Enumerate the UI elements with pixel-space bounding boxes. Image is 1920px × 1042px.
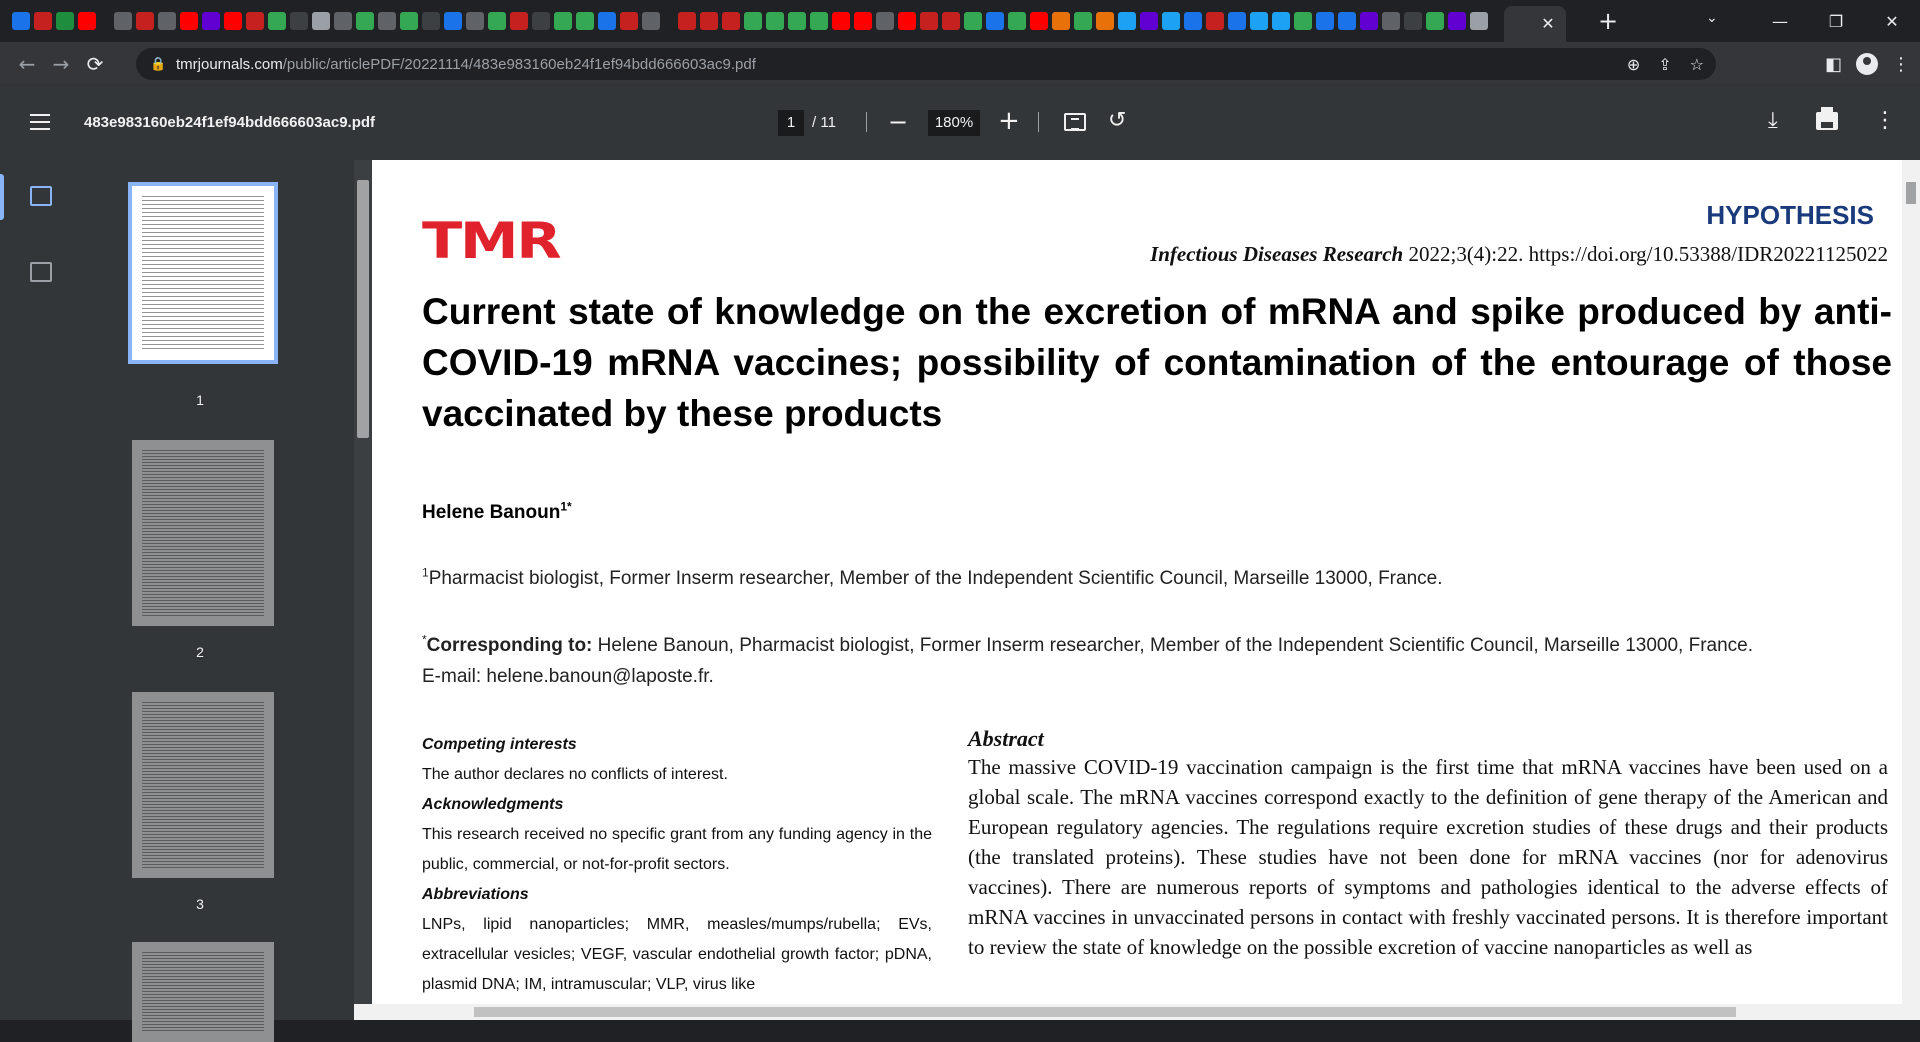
tab-favicon[interactable]	[854, 12, 872, 30]
journal-name: Infectious Diseases Research	[1150, 242, 1404, 266]
more-actions-icon[interactable]: ⋮	[1874, 108, 1896, 133]
tab-favicon[interactable]	[56, 12, 74, 30]
tab-favicon[interactable]	[180, 12, 198, 30]
scrollbar-thumb[interactable]	[474, 1007, 1736, 1017]
tab-favicon[interactable]	[1052, 12, 1070, 30]
sidebar-scrollbar[interactable]	[354, 160, 372, 1004]
tab-favicon[interactable]	[1382, 12, 1400, 30]
tab-favicon[interactable]	[642, 12, 660, 30]
acknowledgments-text: This research received no specific grant from any funding agency in the public, commercial, or not-for-profit sectors.	[422, 826, 932, 873]
close-tab-icon[interactable]: ✕	[1541, 16, 1555, 33]
minimize-icon[interactable]: —	[1772, 11, 1788, 31]
tab-favicon[interactable]	[12, 12, 30, 30]
page-vertical-scrollbar[interactable]	[1902, 160, 1920, 1004]
url-domain: tmrjournals.com	[176, 55, 283, 73]
close-window-icon[interactable]: ✕	[1885, 11, 1899, 31]
lock-icon[interactable]: 🔒	[150, 56, 167, 72]
tab-favicon[interactable]	[114, 12, 132, 30]
tab-favicon[interactable]	[224, 12, 242, 30]
front-matter-column	[422, 730, 932, 1000]
tab-favicon[interactable]	[34, 12, 52, 30]
forward-icon[interactable]: →	[52, 52, 70, 76]
tab-favicon[interactable]	[290, 12, 308, 30]
thumbnail-text-lines	[142, 702, 264, 868]
tab-favicon[interactable]	[832, 12, 850, 30]
tab-favicon[interactable]	[678, 12, 696, 30]
corresponding-author	[422, 630, 1872, 692]
sidebar-rail	[0, 160, 84, 1020]
tab-favicon[interactable]	[986, 12, 1004, 30]
fit-to-page-icon[interactable]	[1064, 113, 1086, 131]
menu-icon[interactable]	[30, 114, 50, 130]
author-superscript: 1*	[560, 499, 572, 514]
affiliation-superscript: 1	[422, 565, 429, 580]
tab-favicon[interactable]	[400, 12, 418, 30]
tab-favicons	[0, 0, 1490, 42]
tab-favicon[interactable]	[920, 12, 938, 30]
toolbar-right	[1825, 42, 1910, 86]
page-thumbnail[interactable]	[132, 942, 274, 1042]
journal-logo: TMR	[422, 212, 560, 270]
tab-favicon[interactable]	[1184, 12, 1202, 30]
page-thumbnail[interactable]	[132, 692, 274, 878]
tab-favicon[interactable]	[202, 12, 220, 30]
author-name: Helene Banoun	[422, 502, 561, 523]
tab-favicon[interactable]	[1162, 12, 1180, 30]
tab-favicon[interactable]	[1404, 12, 1422, 30]
abbreviations-text: LNPs, lipid nanoparticles; MMR, measles/mumps/rubella; EVs, extracellular vesicles; VEGF, vascular endothelial growth factor; pDNA, plasmid DNA; IM, intramuscular; VLP, virus like	[422, 916, 932, 993]
competing-text: The author declares no conflicts of interest.	[422, 766, 728, 783]
tab-favicon[interactable]	[532, 12, 550, 30]
tab-favicon[interactable]	[1228, 12, 1246, 30]
thumbnail-text-lines	[142, 450, 264, 616]
affiliation	[422, 565, 1443, 590]
tab-favicon[interactable]	[1272, 12, 1290, 30]
share-icon[interactable]: ⇪	[1658, 54, 1672, 74]
tab-favicon[interactable]	[554, 12, 572, 30]
side-panel-icon[interactable]: ◧	[1824, 53, 1842, 75]
abbreviations-heading: Abbreviations	[422, 886, 529, 903]
tab-favicon[interactable]	[1426, 12, 1444, 30]
scrollbar-thumb[interactable]	[357, 180, 369, 438]
outline-view-icon[interactable]	[30, 262, 52, 282]
tab-favicon[interactable]	[810, 12, 828, 30]
toolbar-divider	[866, 112, 867, 132]
tab-favicon[interactable]	[1096, 12, 1114, 30]
tab-favicon[interactable]	[158, 12, 176, 30]
page-thumbnail[interactable]	[132, 440, 274, 626]
new-tab-button[interactable]: +	[1598, 7, 1619, 35]
tab-favicon[interactable]	[1316, 12, 1334, 30]
author	[422, 499, 572, 524]
tab-favicon[interactable]	[1250, 12, 1268, 30]
active-tab[interactable]	[1504, 6, 1566, 42]
tab-favicon[interactable]	[466, 12, 484, 30]
abstract-heading: Abstract	[968, 726, 1044, 751]
tab-favicon[interactable]	[78, 12, 96, 30]
tab-favicon[interactable]	[766, 12, 784, 30]
download-icon[interactable]: ⤓	[1768, 108, 1778, 133]
tab-favicon[interactable]	[1030, 12, 1048, 30]
tab-favicon[interactable]	[1360, 12, 1378, 30]
chrome-menu-icon[interactable]: ⋮	[1892, 53, 1910, 75]
address-bar[interactable]	[136, 48, 1716, 80]
tab-favicon[interactable]	[620, 12, 638, 30]
scrollbar-thumb[interactable]	[1906, 182, 1916, 204]
back-icon[interactable]: ←	[18, 52, 36, 76]
zoom-input[interactable]: 180%	[928, 110, 980, 136]
tab-search-chevron-icon[interactable]: ⌄	[1706, 10, 1718, 26]
citation	[1150, 242, 1888, 267]
thumbnail-label: 3	[196, 896, 204, 912]
rotate-icon[interactable]: ↺	[1108, 108, 1127, 133]
tab-favicon[interactable]	[312, 12, 330, 30]
tab-favicon[interactable]	[700, 12, 718, 30]
tab-favicon[interactable]	[378, 12, 396, 30]
active-indicator	[0, 174, 4, 220]
corr-superscript: *	[422, 632, 427, 647]
browser-toolbar	[0, 42, 1920, 86]
print-icon[interactable]	[1816, 112, 1838, 130]
tab-favicon[interactable]	[1008, 12, 1026, 30]
tab-favicon[interactable]	[268, 12, 286, 30]
tab-favicon[interactable]	[788, 12, 806, 30]
corr-label: Corresponding to:	[426, 635, 593, 656]
url-path: /public/articlePDF/20221114/483e983160eb24f1ef94bdd666603ac9.pdf	[282, 55, 756, 73]
tab-favicon[interactable]	[1206, 12, 1224, 30]
tab-favicon[interactable]	[598, 12, 616, 30]
thumbnails-view-icon[interactable]	[30, 186, 52, 206]
tab-favicon[interactable]	[744, 12, 762, 30]
horizontal-scrollbar[interactable]	[354, 1004, 1920, 1020]
tab-favicon[interactable]	[1338, 12, 1356, 30]
profile-avatar[interactable]	[1856, 53, 1878, 75]
citation-details: 2022;3(4):22. https://doi.org/10.53388/IDR20221125022	[1403, 242, 1888, 266]
abstract-text: The massive COVID-19 vaccination campaign is the first time that mRNA vaccines have been used on a global scale. The mRNA vaccines correspond exactly to the definition of gene therapy of the American and European regulatory agencies. The regulations require excretion studies of these drugs and their products (the translated proteins). These studies have not been done for mRNA vaccines (nor for adenovirus vaccines). There are numerous reports of symptoms and pathologies identical to the adverse effects of mRNA vaccines in unvaccinated persons in contact with freshly vaccinated persons. It is therefore important to review the state of knowledge on the possible excretion of vaccine nanoparticles as well as	[968, 755, 1888, 959]
window-controls	[1752, 0, 1920, 42]
tab-favicon[interactable]	[1470, 12, 1488, 30]
email: E-mail: helene.banoun@laposte.fr.	[422, 666, 714, 687]
tab-favicon[interactable]	[1140, 12, 1158, 30]
thumbnail-sidebar	[0, 160, 354, 1020]
thumbnail-label: 2	[196, 644, 204, 660]
competing-heading: Competing interests	[422, 736, 577, 753]
page-thumbnail[interactable]	[132, 186, 274, 360]
tab-favicon[interactable]	[942, 12, 960, 30]
page-total: / 11	[812, 114, 836, 131]
tab-favicon[interactable]	[1118, 12, 1136, 30]
zoom-out-button[interactable]: −	[888, 108, 909, 136]
tab-strip	[0, 0, 1920, 42]
tab-favicon[interactable]	[444, 12, 462, 30]
tab-favicon[interactable]	[722, 12, 740, 30]
article-type: HYPOTHESIS	[1706, 200, 1874, 230]
tab-favicon[interactable]	[876, 12, 894, 30]
thumbnail-label: 1	[196, 392, 204, 408]
corr-text: Helene Banoun, Pharmacist biologist, Former Inserm researcher, Member of the Independent Scientific Council, Marseille 13000, France.	[592, 635, 1753, 656]
pdf-viewer	[354, 160, 1920, 1020]
tab-favicon[interactable]	[576, 12, 594, 30]
zoom-in-button[interactable]: +	[998, 106, 1020, 136]
affiliation-text: Pharmacist biologist, Former Inserm researcher, Member of the Independent Scientific Council, Marseille 13000, France.	[428, 568, 1443, 589]
zoom-icon[interactable]: ⊕	[1626, 54, 1641, 74]
omnibox-actions	[1627, 48, 1704, 80]
tab-favicon[interactable]	[136, 12, 154, 30]
restore-icon[interactable]: ❐	[1828, 11, 1844, 31]
toolbar-divider	[1038, 112, 1039, 132]
thumbnail-text-lines	[142, 196, 264, 350]
tab-favicon[interactable]	[488, 12, 506, 30]
bookmark-star-icon[interactable]: ☆	[1689, 54, 1704, 74]
acknowledgments-heading: Acknowledgments	[422, 796, 564, 813]
reload-icon[interactable]: ⟳	[86, 52, 104, 76]
abstract	[968, 726, 1888, 962]
tab-favicon[interactable]	[898, 12, 916, 30]
tab-favicon[interactable]	[510, 12, 528, 30]
tab-favicon[interactable]	[334, 12, 352, 30]
thumbnail-text-lines	[142, 952, 264, 1032]
tab-favicon[interactable]	[1294, 12, 1312, 30]
tab-favicon[interactable]	[1074, 12, 1092, 30]
pdf-toolbar	[0, 86, 1920, 160]
tab-favicon[interactable]	[246, 12, 264, 30]
tab-favicon[interactable]	[422, 12, 440, 30]
tab-favicon[interactable]	[964, 12, 982, 30]
pdf-page	[372, 160, 1920, 1004]
page-number-input[interactable]: 1	[778, 110, 804, 136]
article-title: Current state of knowledge on the excretion of mRNA and spike produced by anti-COVID-19 mRNA vaccines; possibility of contamination of the entourage of those vaccinated by these products	[422, 291, 1892, 434]
tab-favicon[interactable]	[356, 12, 374, 30]
pdf-file-name: 483e983160eb24f1ef94bdd666603ac9.pdf	[84, 114, 376, 131]
tab-favicon[interactable]	[1448, 12, 1466, 30]
